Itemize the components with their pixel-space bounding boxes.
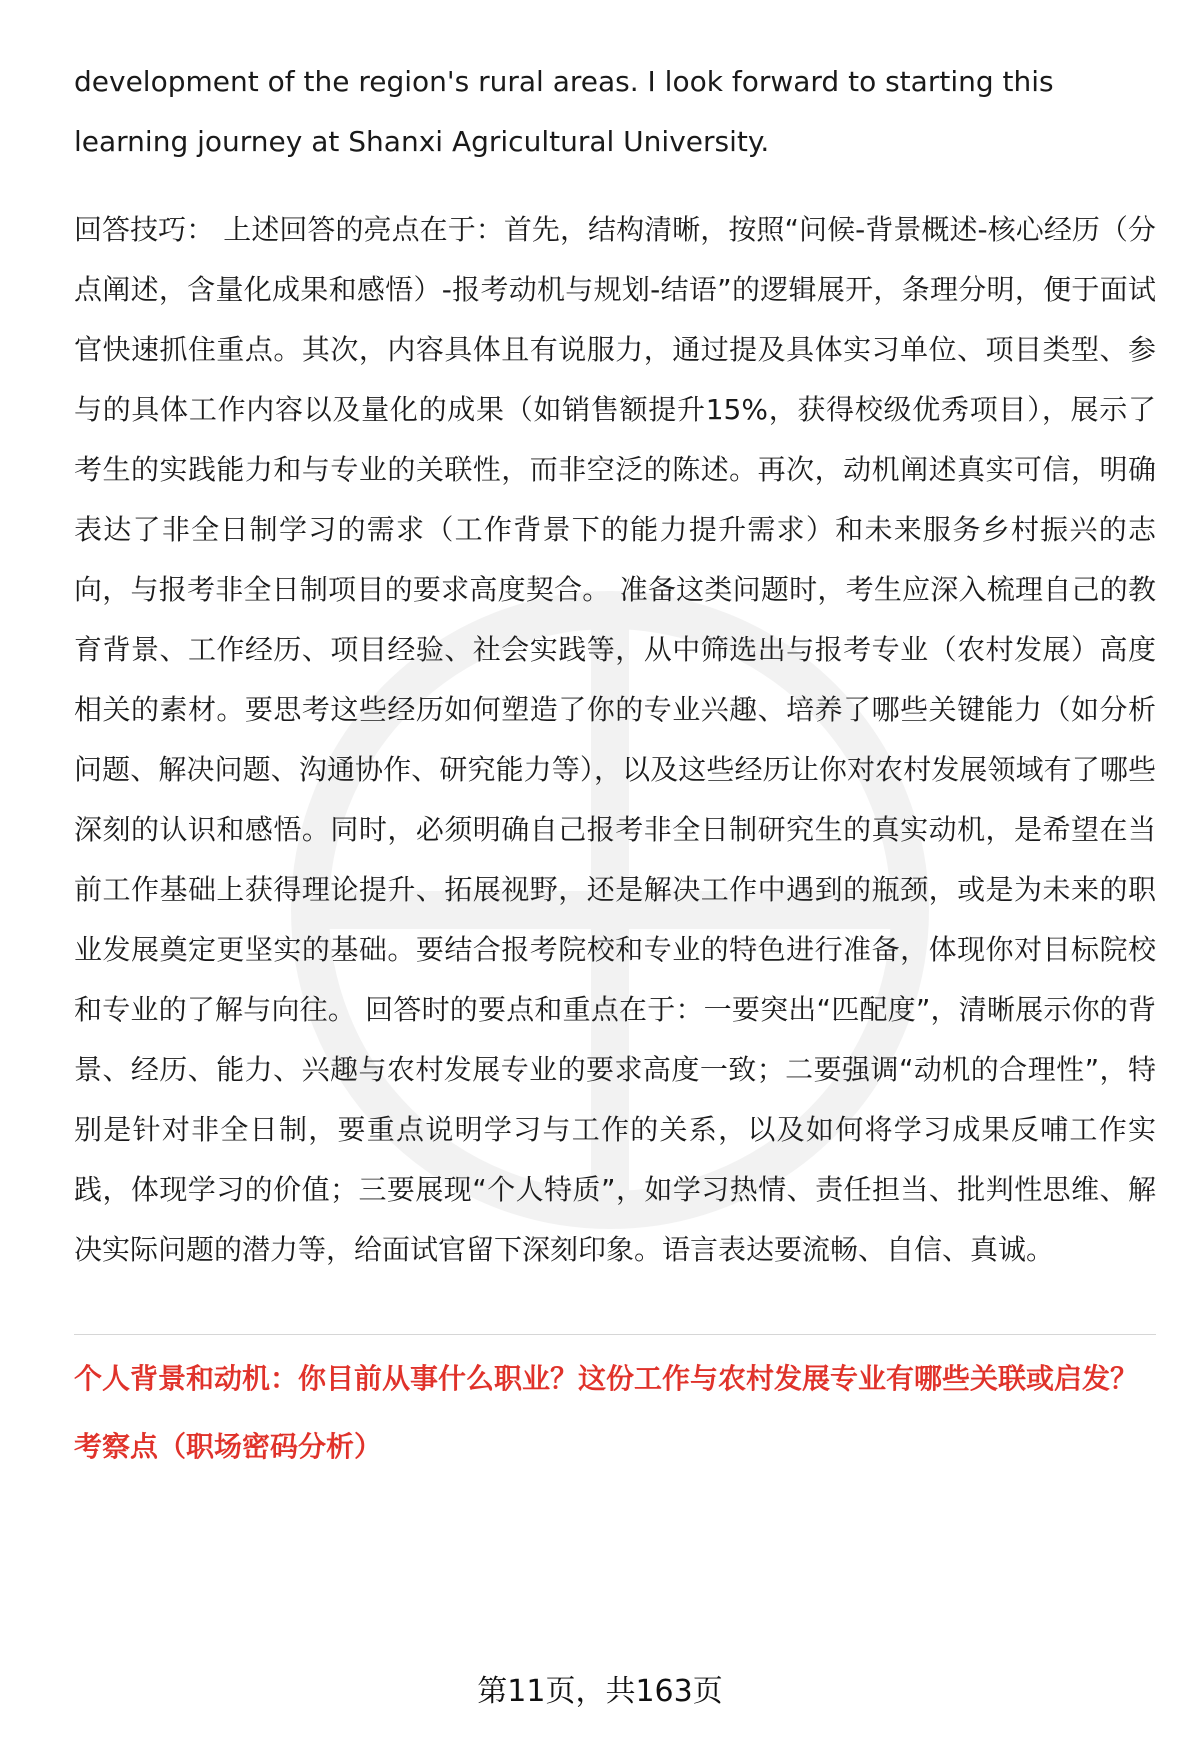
- english-paragraph: development of the region's rural areas. I look forward to starting this learning journey at Shanxi Agricultural University.: [74, 65, 1054, 158]
- answer-tips-paragraph: 回答技巧： 上述回答的亮点在于：首先，结构清晰，按照“问候-背景概述-核心经历（分点阐述，含量化成果和感悟）-报考动机与规划-结语”的逻辑展开，条理分明，便于面试官快速抓住重点。其次，内容具体且有说服力，通过提及具体实习单位、项目类型、参与的具体工作内容以及量化的成果（如销售额提升15%，获得校级优秀项目），展示了考生的实践能力和与专业的关联性，而非空泛的陈述。再次，动机阐述真实可信，明确表达了非全日制学习的需求（工作背景下的能力提升需求）和未来服务乡村振兴的志向，与报考非全日制项目的要求高度契合。 准备这类问题时，考生应深入梳理自己的教育背景、工作经历、项目经验、社会实践等，从中筛选出与报考专业（农村发展）高度相关的素材。要思考这些经历如何塑造了你的专业兴趣、培养了哪些关键能力（如分析问题、解决问题、沟通协作、研究能力等），以及这些经历让你对农村发展领域有了哪些深刻的认识和感悟。同时，必须明确自己报考非全日制研究生的真实动机，是希望在当前工作基础上获得理论提升、拓展视野，还是解决工作中遇到的瓶颈，或是为未来的职业发展奠定更坚实的基础。要结合报考院校和专业的特色进行准备，体现你对目标院校和专业的了解与向往。 回答时的要点和重点在于：一要突出“匹配度”，清晰展示你的背景、经历、能力、兴趣与农村发展专业的要求高度一致；二要强调“动机的合理性”，特别是针对非全日制，要重点说明学习与工作的关系，以及如何将学习成果反哺工作实践，体现学习的价值；三要展现“个人特质”，如学习热情、责任担当、批判性思维、解决实际问题的潜力等，给面试官留下深刻印象。语言表达要流畅、自信、真诚。: [74, 213, 1156, 1266]
- page-content: [74, 52, 1156, 1469]
- assessment-point-label: 考察点（职场密码分析）: [74, 1430, 383, 1463]
- page-indicator: 第11页，共163页: [477, 1674, 723, 1709]
- section-divider: [74, 1334, 1156, 1335]
- question-heading: 个人背景和动机：你目前从事什么职业？这份工作与农村发展专业有哪些关联或启发？: [74, 1362, 1139, 1395]
